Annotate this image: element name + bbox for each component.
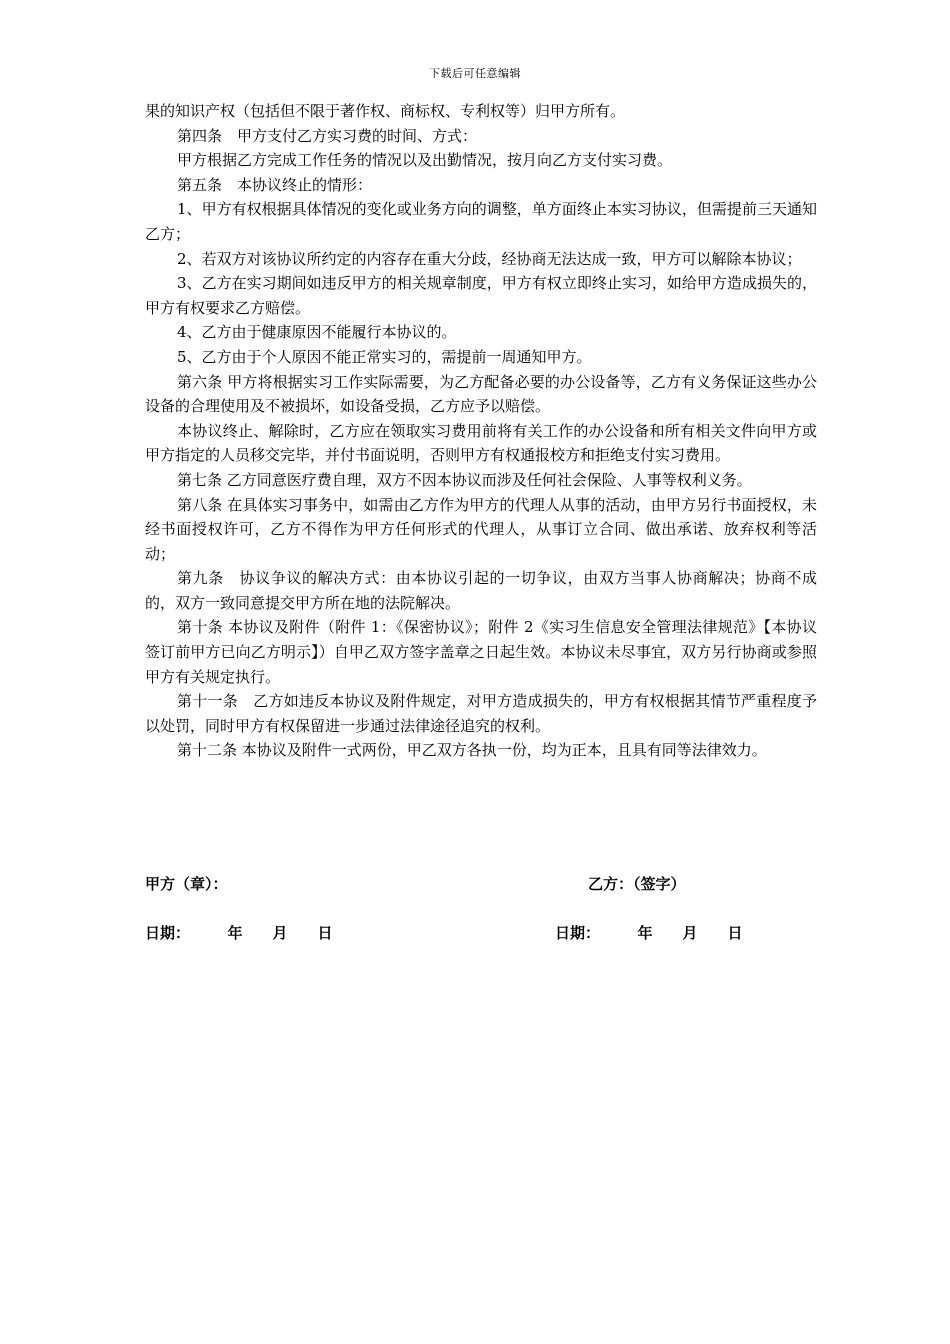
paragraph: 第九条 协议争议的解决方式：由本协议引起的一切争议，由双方当事人协商解决；协商不成的，双方一致同意提交甲方所在地的法院解决。 [145, 569, 817, 612]
paragraph: 第四条 甲方支付乙方实习费的时间、方式： [177, 126, 478, 145]
paragraph: 甲方根据乙方完成工作任务的情况以及出勤情况，按月向乙方支付实习费。 [177, 151, 673, 170]
paragraph: 2、若双方对该协议所约定的内容存在重大分歧，经协商无法达成一致，甲方可以解除本协议； [177, 249, 802, 268]
paragraph: 本协议终止、解除时，乙方应在领取实习费用前将有关工作的办公设备和所有相关文件向甲方或甲方指定的人员移交完毕，并付书面说明，否则甲方有权通报校方和拒绝支付实习费用。 [145, 421, 817, 465]
party-b-signature-label: 乙方：（签字） [588, 875, 686, 893]
party-a-seal-label: 甲方（章）： [145, 875, 228, 893]
paragraph: 第十二条 本协议及附件一式两份，甲乙双方各执一份，均为正本，且具有同等法律效力。 [177, 741, 767, 760]
paragraph: 3、乙方在实习期间如违反甲方的相关规章制度，甲方有权立即终止实习，如给甲方造成损失的，甲方有权要求乙方赔偿。 [145, 274, 817, 317]
agreement-body [145, 99, 817, 763]
paragraph: 第八条 在具体实习事务中，如需由乙方作为甲方的代理人从事的活动，由甲方另行书面授权，未经书面授权许可，乙方不得作为甲方任何形式的代理人，从事订立合同、做出承诺、放弃权利等活动； [145, 495, 817, 563]
paragraph: 第七条 乙方同意医疗费自理，双方不因本协议而涉及任何社会保险、人事等权利义务。 [177, 470, 752, 489]
paragraph: 第十条 本协议及附件（附件 1：《保密协议》；附件 2《实习生信息安全管理法律规范》【本协议签订前甲方已向乙方明示】）自甲乙双方签字盖章之日起生效。本协议未尽事宜，双方另行协商或参照甲方有关规定执行。 [145, 618, 817, 686]
paragraph: 第十一条 乙方如违反本协议及附件规定，对甲方造成损失的，甲方有权根据其情节严重程度予以处罚，同时甲方有权保留进一步通过法律途径追究的权利。 [145, 692, 817, 735]
paragraph: 4、乙方由于健康原因不能履行本协议的。 [177, 323, 457, 342]
paragraph: 第五条 本协议终止的情形： [177, 175, 373, 194]
paragraph: 第六条 甲方将根据实习工作实际需要，为乙方配备必要的办公设备等，乙方有义务保证这些办公设备的合理使用及不被损坏，如设备受损，乙方应予以赔偿。 [145, 372, 817, 416]
party-a-date-label: 日期： 年 月 日 [145, 924, 333, 942]
page-header-note: 下载后可任意编辑 [429, 67, 521, 80]
paragraph: 5、乙方由于个人原因不能正常实习的，需提前一周通知甲方。 [177, 347, 592, 366]
paragraph: 1、甲方有权根据具体情况的变化或业务方向的调整，单方面终止本实习协议，但需提前三天通知乙方； [145, 200, 817, 243]
paragraph: 果的知识产权（包括但不限于著作权、商标权、专利权等）归甲方所有。 [145, 102, 626, 120]
party-b-date-label: 日期： 年 月 日 [555, 924, 743, 942]
